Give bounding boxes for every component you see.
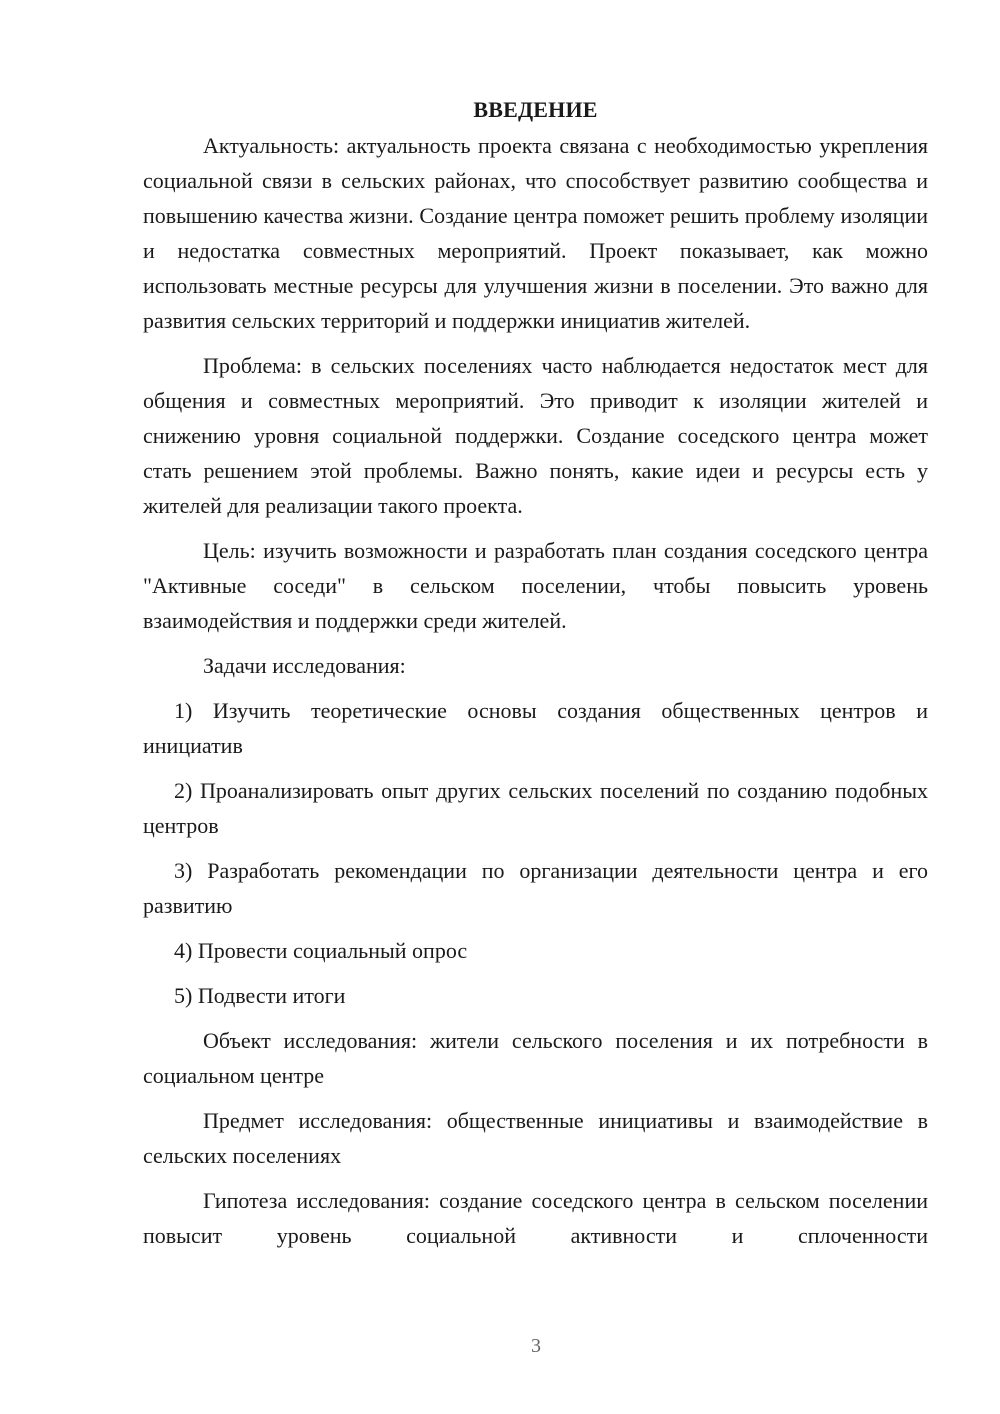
hypothesis-paragraph: Гипотеза исследования: создание соседского центра в сельском поселении повысит уровень социальной активности и сплоченности	[143, 1188, 928, 1248]
object-paragraph: Объект исследования: жители сельского поселения и их потребности в социальном центре	[143, 1028, 928, 1088]
task-item-2: 2) Проанализировать опыт других сельских поселений по созданию подобных центров	[143, 778, 928, 838]
task-item-4: 4) Провести социальный опрос	[174, 938, 468, 963]
problem-paragraph: Проблема: в сельских поселениях часто наблюдается недостаток мест для общения и совместных мероприятий. Это приводит к изоляции жителей и снижению уровня социальной поддержки. Создание соседского центра может стать решением этой проблемы. Важно понять, какие идеи и ресурсы есть у жителей для реализации такого проекта.	[143, 353, 928, 518]
subject-paragraph: Предмет исследования: общественные инициативы и взаимодействие в сельских поселениях	[143, 1108, 928, 1168]
goal-paragraph: Цель: изучить возможности и разработать план создания соседского центра "Активные соседи" в сельском поселении, чтобы повысить уровень взаимодействия и поддержки среди жителей.	[143, 538, 928, 633]
page-title: ВВЕДЕНИЕ	[473, 97, 598, 122]
tasks-heading: Задачи исследования:	[203, 653, 406, 678]
relevance-paragraph: Актуальность: актуальность проекта связана с необходимостью укрепления социальной связи в сельских районах, что способствует развитию сообщества и повышению качества жизни. Создание центра поможет решить проблему изоляции и недостатка совместных мероприятий. Проект показывает, как можно использовать местные ресурсы для улучшения жизни в поселении. Это важно для развития сельских территорий и поддержки инициатив жителей.	[143, 133, 928, 333]
task-item-3: 3) Разработать рекомендации по организации деятельности центра и его развитию	[143, 858, 928, 918]
page-number: 3	[531, 1335, 541, 1357]
page-content	[143, 92, 928, 1263]
task-item-5: 5) Подвести итоги	[174, 983, 346, 1008]
task-item-1: 1) Изучить теоретические основы создания общественных центров и инициатив	[143, 698, 928, 758]
